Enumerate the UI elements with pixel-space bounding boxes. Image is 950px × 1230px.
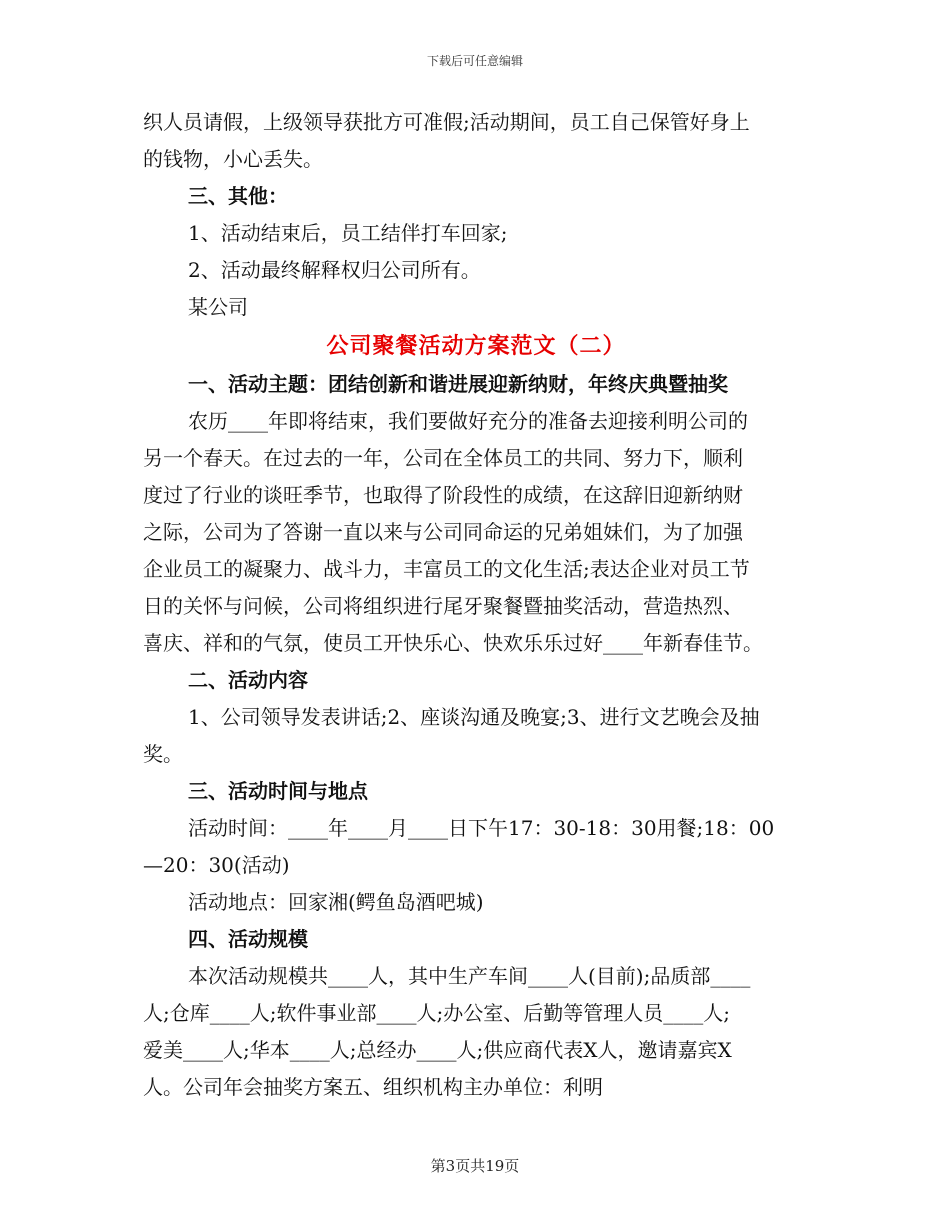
- paragraph-activity-content: [143, 699, 809, 773]
- text-line: 企业员工的凝聚力、战斗力，丰富员工的文化生活;表达企业对员工节: [143, 557, 750, 581]
- page-header-note: 下载后可任意编辑: [426, 54, 523, 68]
- text-line: 之际，公司为了答谢一直以来与公司同命运的兄弟姐妹们，为了加强: [143, 520, 743, 544]
- paragraph-continuation-line-1: 织人员请假，上级领导获批方可准假;活动期间，员工自己保管好身上: [143, 110, 750, 134]
- text-line: 本次活动规模共____人，其中生产车间____人(目前);品质部____: [188, 964, 751, 988]
- text-line: 另一个春天。在过去的一年，公司在全体员工的共同、努力下，顺利: [143, 446, 743, 470]
- text-line: 农历____年即将结束，我们要做好充分的准备去迎接利明公司的: [188, 409, 748, 433]
- activity-time-line-2: —20：30(活动): [143, 853, 290, 877]
- heading-activity-content: 二、活动内容: [188, 668, 308, 692]
- text-line: 喜庆、祥和的气氛，使员工开快乐心、快欢乐乐过好____年新春佳节。: [143, 631, 763, 655]
- signature: 某公司: [188, 295, 248, 319]
- text-line: 度过了行业的谈旺季节，也取得了阶段性的成绩，在这辞旧迎新纳财: [143, 483, 743, 507]
- text-line: 人;仓库____人;软件事业部____人;办公室、后勤等管理人员____人;: [143, 1001, 730, 1025]
- page-number-footer: 第3页共19页: [430, 1157, 520, 1175]
- heading-time-place: 三、活动时间与地点: [188, 779, 368, 803]
- list-item-1: 1、活动结束后，员工结伴打车回家;: [188, 221, 508, 245]
- text-line: 人。公司年会抽奖方案五、组织机构主办单位：利明: [143, 1075, 603, 1099]
- paragraph-intro: [143, 403, 809, 662]
- text-line: 奖。: [143, 742, 183, 766]
- heading-activity-scale: 四、活动规模: [188, 927, 308, 951]
- document-title: 公司聚餐活动方案范文（二）: [326, 333, 626, 359]
- text-line: 1、公司领导发表讲话;2、座谈沟通及晚宴;3、进行文艺晚会及抽: [188, 705, 760, 729]
- list-item-2: 2、活动最终解释权归公司所有。: [188, 258, 481, 282]
- text-line: 爱美____人;华本____人;总经办____人;供应商代表X人，邀请嘉宾X: [143, 1038, 732, 1062]
- document-body: [143, 104, 809, 1106]
- paragraph-activity-scale: [143, 958, 809, 1106]
- text-line: 日的关怀与问候，公司将组织进行尾牙聚餐暨抽奖活动，营造热烈、: [143, 594, 743, 618]
- paragraph-continuation-line-2: 的钱物，小心丢失。: [143, 147, 323, 171]
- heading-activity-theme: 一、活动主题：团结创新和谐进展迎新纳财，年终庆典暨抽奖: [188, 372, 728, 396]
- heading-other: 三、其他：: [188, 184, 288, 208]
- activity-place: 活动地点：回家湘(鳄鱼岛酒吧城): [188, 890, 484, 914]
- activity-time-line-1: 活动时间：____年____月____日下午17：30-18：30用餐;18：00: [188, 816, 775, 840]
